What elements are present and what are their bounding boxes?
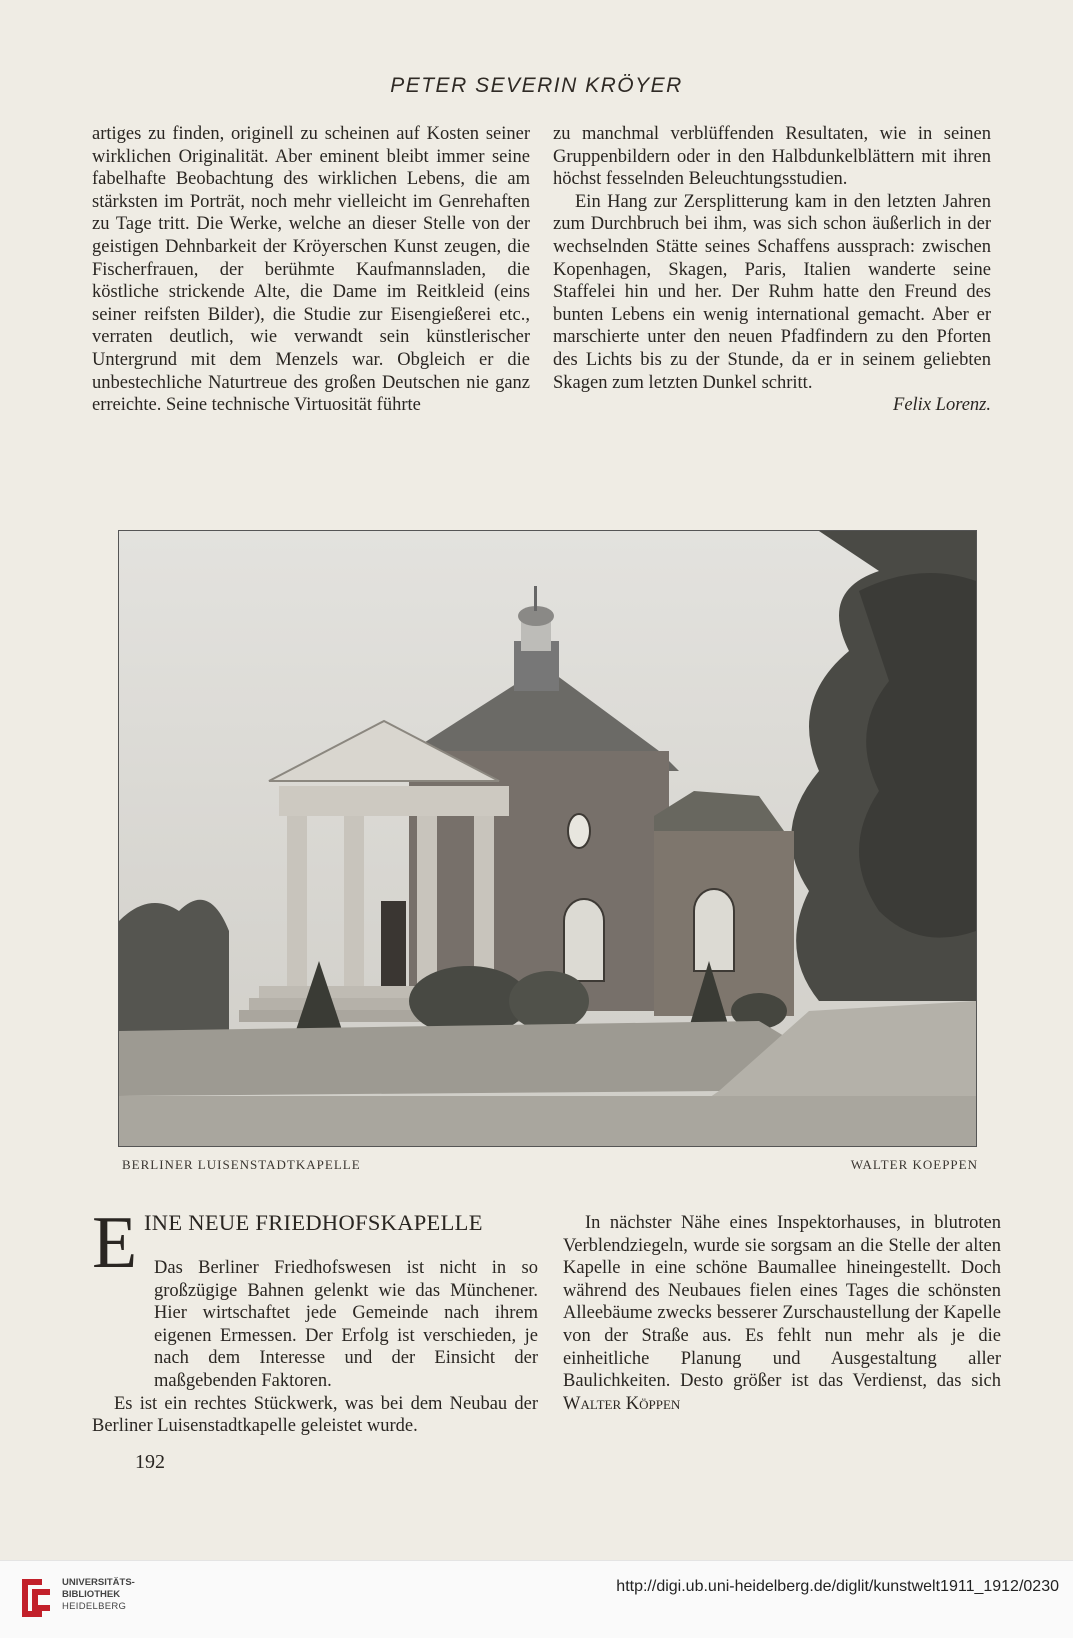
library-name-line: HEIDELBERG <box>62 1601 127 1612</box>
figure-credit: WALTER KOEPPEN <box>850 1157 978 1172</box>
chapel-illustration <box>119 531 976 1146</box>
article-top-right-column <box>553 123 991 417</box>
running-header: PETER SEVERIN KRÖYER <box>390 74 683 97</box>
section-title: INE NEUE FRIEDHOFSKAPELLE <box>144 1210 483 1235</box>
paragraph-text: In nächster Nähe eines Inspektorhauses, in blutroten Verblendziegeln, wurde sie sorgsam an die Stelle der alten Kapelle in eine schöne Baumallee hineingestellt. Doch während des Neubaues fielen eines Tages die schönsten Alleebäume zwecks besserer Zurschaustellung der Kapelle von der Straße aus. Es fehlt nun mehr als je die einheitliche Planung und Ausgestaltung aller Baulichkeiten. Desto größer ist das Verdienst, das sich <box>563 1213 1001 1392</box>
person-name: Walter Köppen <box>563 1393 681 1414</box>
paragraph: Das Berliner Friedhofswesen ist nicht in so großzügige Bahnen gelenkt wie das Münchener. Hier wirtschaftet jede Gemeinde nach ihrem eigenen Ermessen. Der Erfolg ist verschieden, je nach dem Interesse und der Einsicht der maßgebenden Faktoren. <box>154 1258 538 1391</box>
page-number: 192 <box>135 1451 165 1473</box>
university-library-logo-icon[interactable] <box>16 1575 56 1621</box>
article-bottom-left-column <box>92 1202 538 1438</box>
paragraph: zu manchmal verblüffenden Resultaten, wie in seinen Gruppenbildern oder in den Halbdunkelblättern mit ihren höchst fesselnden Beleuchtungsstudien. <box>553 124 991 190</box>
library-name-line: BIBLIOTHEK <box>62 1589 121 1600</box>
article-top-left-column <box>92 123 530 417</box>
library-name-line: UNIVERSITÄTS- <box>62 1577 135 1588</box>
article-bottom-right-column <box>563 1212 1001 1415</box>
section-heading <box>92 1202 538 1284</box>
author-signature: Felix Lorenz. <box>893 395 991 416</box>
digital-library-footer <box>0 1560 1073 1638</box>
paragraph: Ein Hang zur Zersplitterung kam in den letzten Jahren zum Durchbruch bei ihm, was sich schon äußerlich in der wechselnden Stätte seines Schaffens aussprach: zwischen Kopenhagen, Skagen, Paris, Italien wanderte seine Staffelei hin und her. Der Ruhm hatte den Freund des bunten Lebens ein wenig international gemacht. Aber er marschierte unter den neuen Pfadfindern zu den Pforten des Lichts bis zu der Stunde, da er in seinem geliebten Skagen zum letzten Dunkel schritt. <box>553 191 991 393</box>
chapel-photograph <box>118 530 977 1147</box>
figure-caption: BERLINER LUISENSTADTKAPELLE <box>122 1157 361 1172</box>
library-name[interactable] <box>62 1577 135 1613</box>
permalink-url[interactable]: http://digi.ub.uni-heidelberg.de/diglit/kunstwelt1911_1912/0230 <box>616 1578 1059 1595</box>
paragraph: artiges zu finden, originell zu scheinen auf Kosten seiner wirklichen Originalität. Aber eminent bleibt immer seine fabelhafte Beobachtung des wirklichen Lebens, die am stärksten im Porträt, noch mehr vielleicht im Genrehaften zu Tage tritt. Die Werke, welche an dieser Stelle von der geistigen Dehnbarkeit der Kröyerschen Kunst zeugen, die Fischerfrauen, der berühmte Kaufmannsladen, die köstliche strickende Alte, die Dame im Reitkleid (eins seiner reifsten Bilder), die Studie zur Eisengießerei etc., verraten deutlich, wie verwandt sein künstlerischer Untergrund mit dem Menzels war. Obgleich er die unbestechliche Naturtreue des großen Deutschen nie ganz erreichte. Seine technische Virtuosität führte <box>92 124 530 416</box>
drop-cap: E <box>92 1202 138 1284</box>
paragraph <box>563 1212 1001 1415</box>
paragraph: Es ist ein rechtes Stückwerk, was bei dem Neubau der Berliner Luisenstadtkapelle geleistet wurde. <box>92 1393 538 1437</box>
